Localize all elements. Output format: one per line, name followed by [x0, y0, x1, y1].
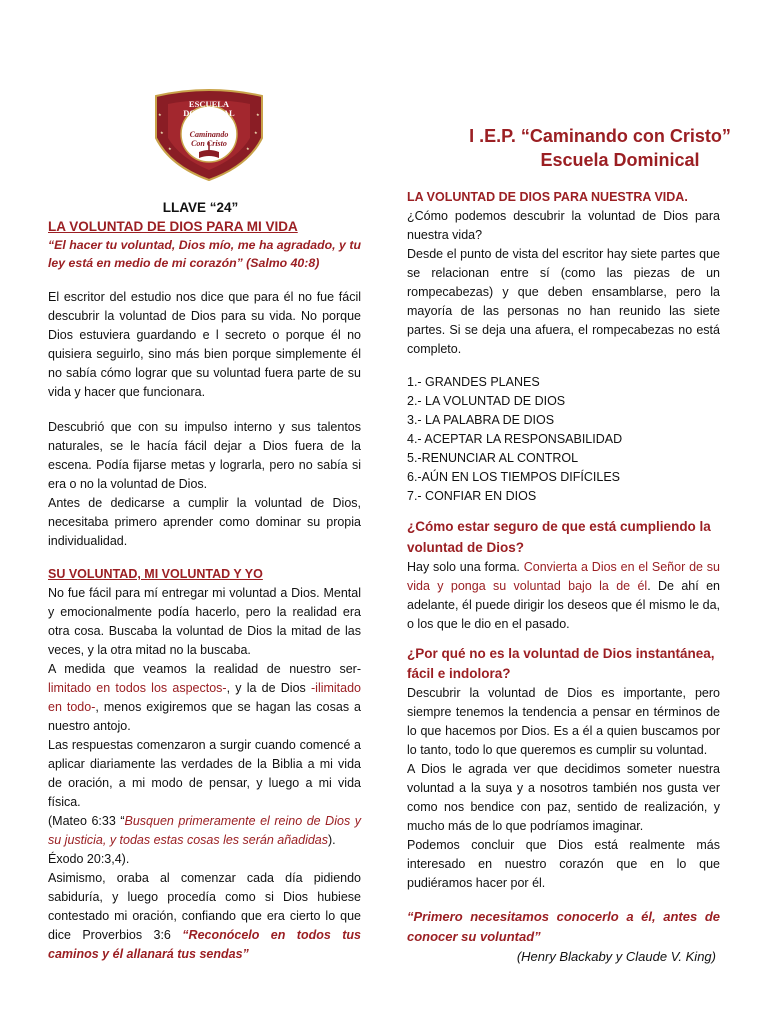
left-paragraph-2: Descubrió que con su impulso interno y sus talentos naturales, se le hacía fácil dejar a Dios fuera de la escena. Podía fijarse metas y lograrla, pero no sabía si era o no la voluntad de Dios. — [48, 420, 361, 491]
list-item: 6.-AÚN EN LOS TIEMPOS DIFÍCILES — [407, 470, 621, 484]
document-header — [420, 124, 740, 172]
left-title: LA VOLUNTAD DE DIOS PARA MI VIDA — [48, 219, 298, 234]
svg-text:★: ★ — [256, 112, 260, 117]
right-paragraph-2: Desde el punto de vista del escritor hay siete partes que se relacionan entre sí (como las piezas de un rompecabezas) y que deben ensamblarse, pero la mayoría de las personas no han reunido las siete partes. Si se deja una afuera, el rompecabezas no está completo. — [407, 247, 720, 356]
left-column — [48, 198, 361, 964]
llave-number: LLAVE “24” — [162, 200, 239, 215]
right-paragraph-3: Hay solo una forma. Convierta a Dios en el Señor de su vida y ponga su voluntad bajo la de él. De ahí en adelante, él puede dirigir los deseos que él mismo le da, o los que le dio en el pasado. — [407, 560, 720, 631]
right-subheading-2: ¿Por qué no es la voluntad de Dios instantánea, fácil e indolora? — [407, 646, 715, 681]
left-paragraph-6: Las respuestas comenzaron a surgir cuando comencé a aplicar diariamente las verdades de la Biblia a mi vida de oración, a mi modo de pensar, y luego a mi vida física. — [48, 738, 361, 809]
list-item: 1.- GRANDES PLANES — [407, 375, 540, 389]
right-column — [407, 188, 720, 967]
steps-list — [407, 373, 720, 506]
svg-text:★: ★ — [246, 146, 250, 151]
right-heading: LA VOLUNTAD DE DIOS PARA NUESTRA VIDA. — [407, 190, 688, 204]
left-subheading: SU VOLUNTAD, MI VOLUNTAD Y YO — [48, 567, 263, 581]
right-paragraph-5: A Dios le agrada ver que decidimos someter nuestra voluntad a la suya y a nosotros también nos gusta ver como nos bendice con paz, sentido de realización, y mucho más de lo que podríamos imaginar. — [407, 762, 720, 833]
list-item: 4.- ACEPTAR LA RESPONSABILIDAD — [407, 432, 623, 446]
left-quote: “El hacer tu voluntad, Dios mío, me ha agradado, y tu ley está en medio de mi corazón” (Salmo 40:8) — [48, 238, 361, 270]
right-paragraph-4: Descubrir la voluntad de Dios es importante, pero siempre tenemos la tendencia a pensar en términos de lo que hacemos por Dios. Es a él a quien buscamos por lo tanto, todo lo que queremos es cumplir su voluntad. — [407, 686, 720, 757]
list-item: 7.- CONFIAR EN DIOS — [407, 489, 537, 503]
right-paragraph-1: ¿Cómo podemos descubrir la voluntad de Dios para nuestra vida? — [407, 209, 720, 242]
left-paragraph-8: Asimismo, oraba al comenzar cada día pidiendo sabiduría, y luego procedía como si Dios hubiese contestado mi oración, confiando que era cierto lo que dice Proverbios 3:6 “Reconócelo en todos tus caminos y él allanará tus sendas” — [48, 871, 361, 961]
svg-text:★: ★ — [160, 130, 164, 135]
svg-text:★: ★ — [254, 130, 258, 135]
left-paragraph-5: A medida que veamos la realidad de nuestro ser-limitado en todos los aspectos-, y la de Dios -ilimitado en todo-, menos exigiremos que se hagan las cosas a nuestro antojo. — [48, 662, 362, 733]
svg-text:★: ★ — [168, 146, 172, 151]
left-paragraph-3: Antes de dedicarse a cumplir la voluntad de Dios, necesitaba primero aprender como dominar su propia individualidad. — [48, 496, 361, 548]
right-paragraph-6: Podemos concluir que Dios está realmente más interesado en nuestro corazón que en lo que pudiéramos hacer por él. — [407, 838, 720, 890]
right-subheading-1: ¿Cómo estar seguro de que está cumpliendo la voluntad de Dios? — [407, 519, 711, 555]
list-item: 3.- LA PALABRA DE DIOS — [407, 413, 555, 427]
logo-top-text: ESCUELA DOMINICAL — [183, 99, 235, 118]
list-item: 2.- LA VOLUNTAD DE DIOS — [407, 394, 566, 408]
logo-subtitle: Caminando Con Cristo — [189, 130, 229, 148]
header-subtitle: Escuela Dominical — [540, 150, 700, 170]
list-item: 5.-RENUNCIAR AL CONTROL — [407, 451, 579, 465]
svg-text:★: ★ — [158, 112, 162, 117]
left-paragraph-7: (Mateo 6:33 “Busquen primeramente el reino de Dios y su justicia, y todas estas cosas les serán añadidas). Éxodo 20:3,4). — [48, 814, 361, 866]
school-logo — [148, 86, 270, 182]
left-paragraph-1: El escritor del estudio nos dice que para él no fue fácil descubrir la voluntad de Dios para su vida. No porque Dios estuviera guardando e l secreto o porque él no quisiera seguirlo, sino más bien porque simplemente él no sabía cómo lograr que su voluntad fuera parte de su vida y hacer que funcionara. — [48, 290, 361, 399]
header-title: I .E.P. “Caminando con Cristo” — [469, 126, 731, 146]
quote-author: (Henry Blackaby y Claude V. King) — [516, 949, 716, 964]
left-paragraph-4: No fue fácil para mí entregar mi voluntad a Dios. Mental y emocionalmente podía hacerlo, pero la realidad era otra cosa. Buscaba la voluntad de Dios la mitad de las veces, y la otra mitad no la buscaba. — [48, 586, 361, 657]
closing-quote: “Primero necesitamos conocerlo a él, antes de conocer su voluntad” — [407, 909, 720, 944]
